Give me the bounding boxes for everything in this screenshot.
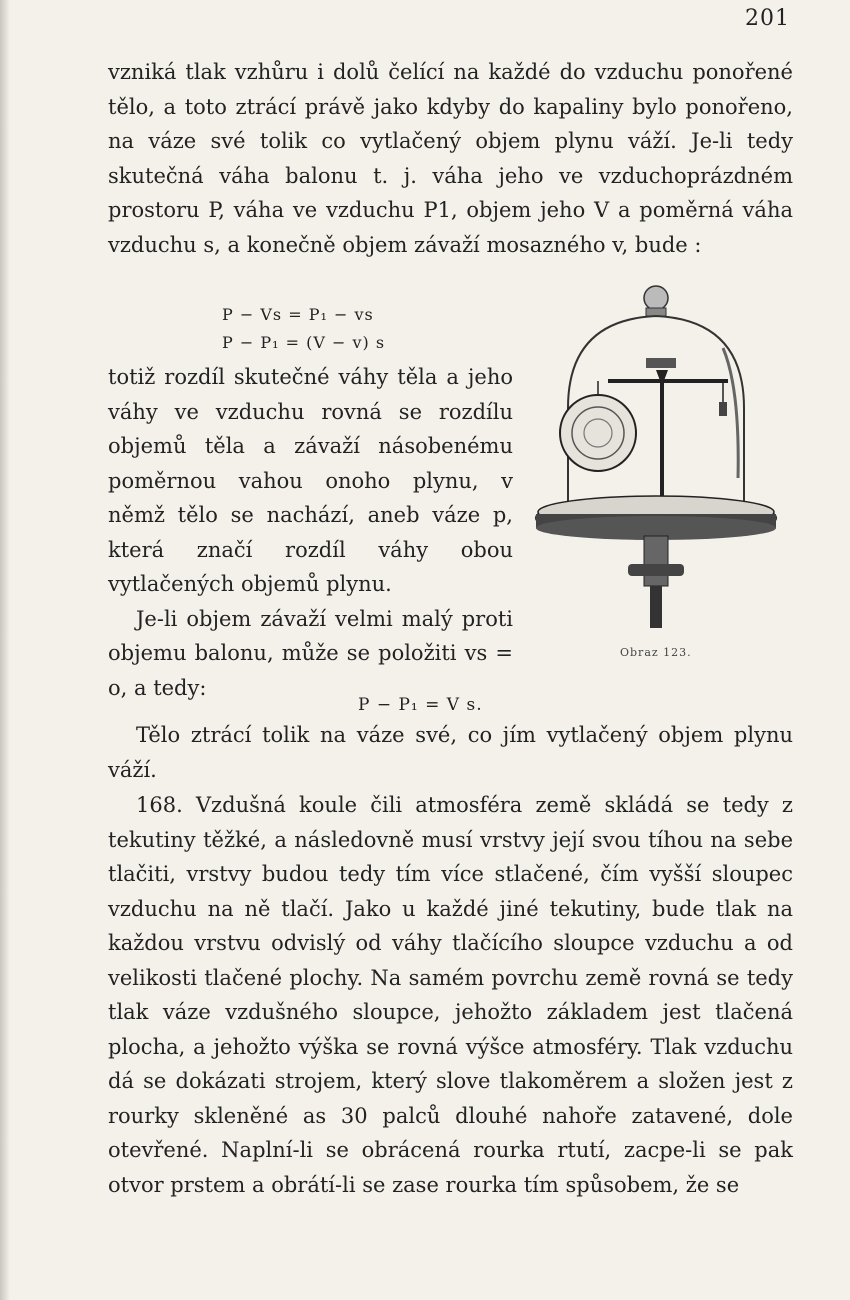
paragraph-2b: Je-li objem závaží velmi malý proti objemu balonu, může se položiti vs = o, a tedy: [108,606,513,700]
page-number: 201 [745,6,790,31]
paragraph-3-block [108,718,793,787]
formula-1: P − Vs = P₁ − vs [222,305,374,324]
jar-knob-icon [644,286,668,310]
paragraph-2: totiž rozdíl skutečné váhy těla a jeho váhy ve vzduchu rovná se rozdílu objemů těla a závaží násobenému poměrnou vahou onoho plynu, v němž tělo se nachází, aneb váze p, která značí rozdíl váhy obou vytlačených objemů plynu. [108,365,513,596]
paragraph-3: Tělo ztrácí tolik na váze své, co jím vytlačený objem plynu váží. [108,723,793,782]
valve-stem-icon [644,536,668,586]
paragraph-4: 168. Vzdušná koule čili atmosféra země skládá se tedy z tekutiny těžké, a následovně musí vrstvy její svou tíhou na sebe tlačiti, vrstvy budou tedy tím více stlačené, čím vyšší sloupec vzduchu na ně tlačí. Jako u každé jiné tekutiny, bude tlak na každou vrstvu odvislý od váhy tlačícího sloupce vzduchu a od velikosti tlačené plochy. Na samém povrchu země rovná se tedy tlak váze vzdušného sloupce, jehožto základem jest tlačená plocha, a jehožto výška se rovná výšce atmosféry. Tlak vzduchu dá se dokázati strojem, který slove tlakoměrem a složen jest z rourky skleněné as 30 palců dlouhé nahoře zatavené, dole otevřené. Naplní-li se obrácená rourka rtutí, zacpe-li se pak otvor prstem a obrátí-li se zase rourka tím spůsobem, že se [108,793,793,1197]
formula-2: P − P₁ = (V − v) s [222,333,386,352]
paragraph-2-column [108,360,513,705]
paragraph-1: vzniká tlak vzhůru i dolů čelící na každé do vzduchu ponořené tělo, a toto ztrácí právě jako kdyby do kapaliny bylo ponořeno, na váze své tolik co vytlačený objem plynu váží. Je-li tedy skutečná váha balonu t. j. váha jeho ve vzduchoprázdném prostoru P, váha ve vzduchu P1, objem jeho V a poměrná váha vzduchu s, a konečně objem závaží mosazného v, bude : [108,60,793,257]
paragraph-4-block [108,788,793,1202]
weight-icon [719,402,727,416]
bell-jar-balance-figure [528,278,788,638]
formula-3: P − P₁ = V s. [358,695,483,715]
page-spine-shadow [0,0,10,1300]
figure-caption: Obraz 123. [620,646,692,659]
